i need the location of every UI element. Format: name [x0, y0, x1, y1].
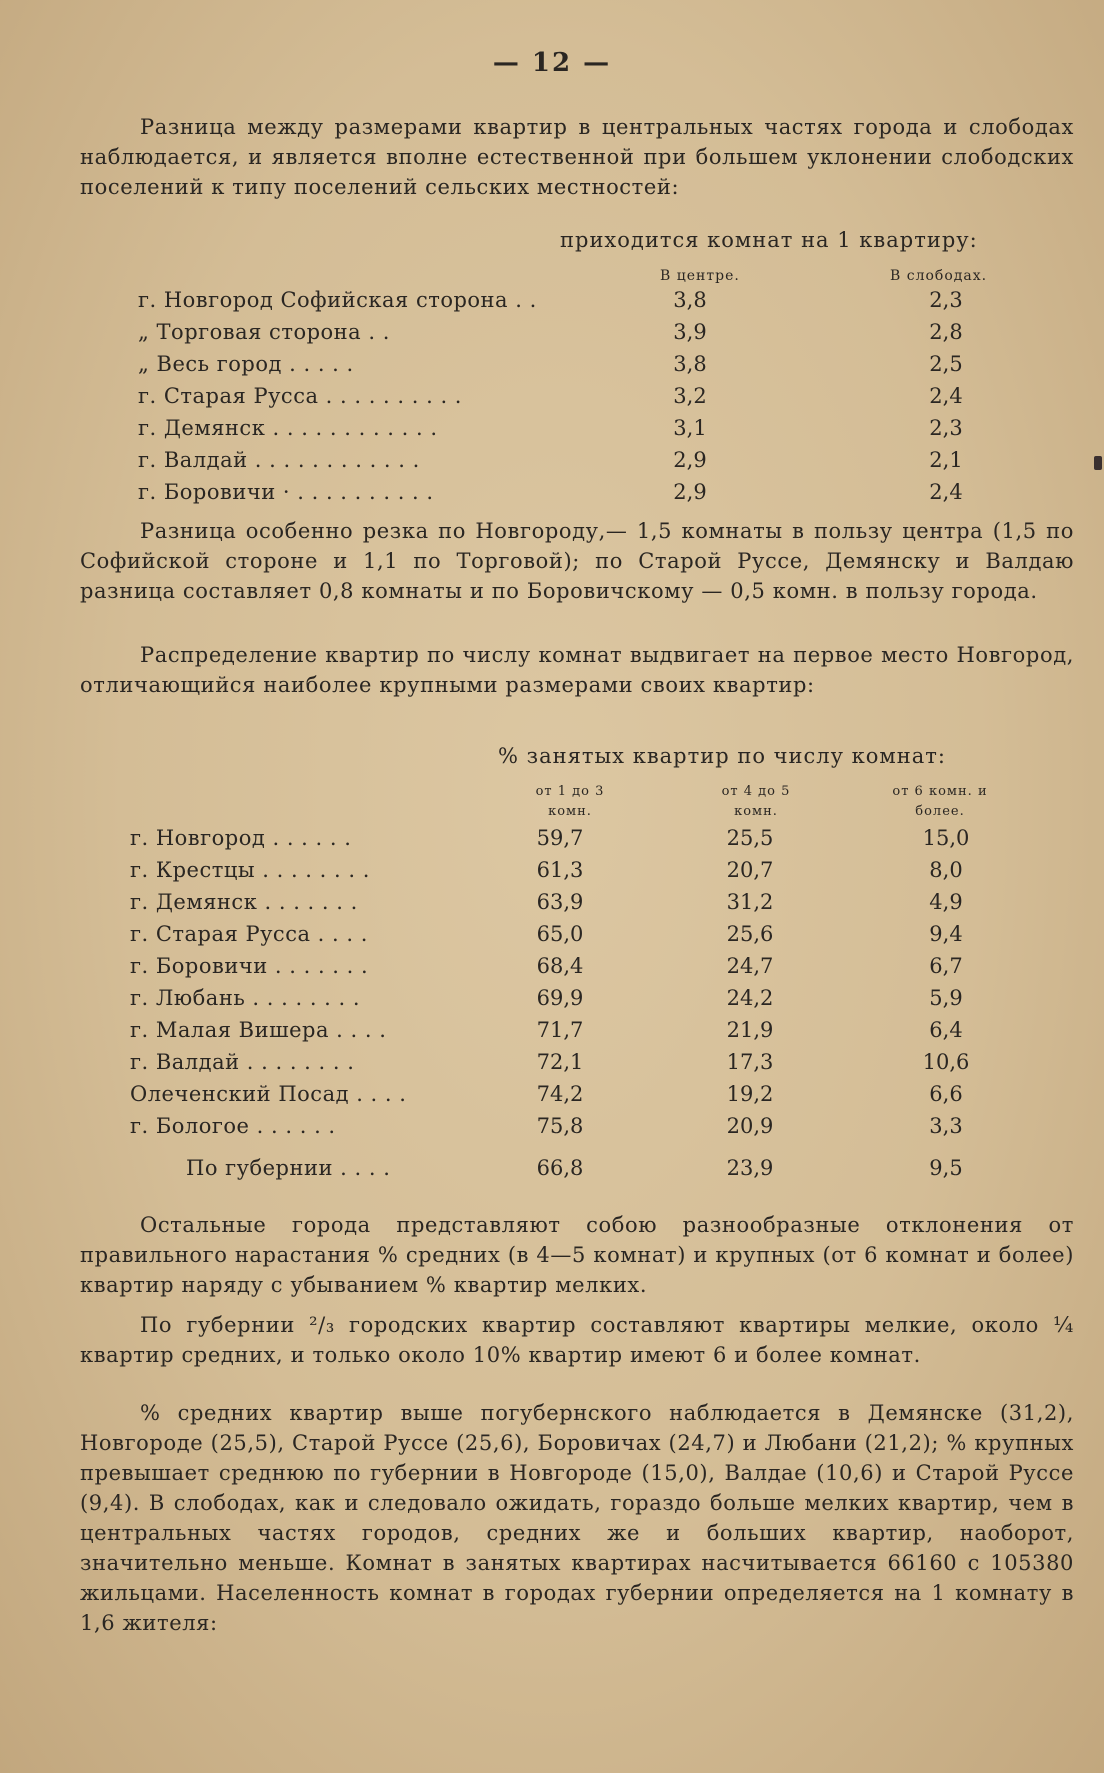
value-suburbs: 2,1 [929, 448, 963, 472]
row-label: г. Демянск . . . . . . . . . . . . [138, 416, 438, 440]
value-medium: 23,9 [726, 1156, 774, 1180]
row-label: г. Малая Вишера . . . . [130, 1018, 387, 1042]
value-small: 63,9 [536, 890, 584, 914]
table2-heading: % занятых квартир по числу комнат: [498, 744, 946, 768]
value-center: 3,8 [673, 288, 707, 312]
row-label: г. Крестцы . . . . . . . . [130, 858, 370, 882]
row-label: г. Демянск . . . . . . . [130, 890, 358, 914]
table1-row [0, 480, 1104, 510]
table2-total-row [0, 1156, 1104, 1186]
value-large: 9,5 [929, 1156, 963, 1180]
value-medium: 31,2 [726, 890, 774, 914]
value-large: 5,9 [929, 986, 963, 1010]
value-center: 2,9 [673, 448, 707, 472]
row-label: г. Валдай . . . . . . . . . . . . [138, 448, 420, 472]
value-large: 6,4 [929, 1018, 963, 1042]
row-label: „ Весь город . . . . . [138, 352, 354, 376]
ink-blot [1094, 456, 1102, 470]
table1-row [0, 352, 1104, 382]
row-label: г. Старая Русса . . . . [130, 922, 368, 946]
table2-row [0, 1082, 1104, 1112]
table1-heading: приходится комнат на 1 квартиру: [560, 228, 978, 252]
table2-col1: от 1 до 3 комн. [535, 784, 605, 819]
value-center: 3,8 [673, 352, 707, 376]
value-small: 71,7 [536, 1018, 584, 1042]
value-medium: 25,5 [726, 826, 774, 850]
value-medium: 20,9 [726, 1114, 774, 1138]
value-suburbs: 2,3 [929, 288, 963, 312]
table1-row [0, 416, 1104, 446]
value-small: 61,3 [536, 858, 584, 882]
value-small: 69,9 [536, 986, 584, 1010]
paragraph-intro: Разница между размерами квартир в центральных частях города и слободах наблюдается, и является вполне естественной при большем уклонении слободских поселений к типу поселений сельских местностей: [80, 115, 1074, 199]
value-small: 72,1 [536, 1050, 584, 1074]
table2-row [0, 986, 1104, 1016]
value-large: 10,6 [922, 1050, 970, 1074]
table1-col-center: В центре. [660, 268, 740, 284]
value-suburbs: 2,4 [929, 384, 963, 408]
value-small: 68,4 [536, 954, 584, 978]
row-label: г. Старая Русса . . . . . . . . . . [138, 384, 462, 408]
value-large: 9,4 [929, 922, 963, 946]
value-medium: 20,7 [726, 858, 774, 882]
value-medium: 24,2 [726, 986, 774, 1010]
value-small: 74,2 [536, 1082, 584, 1106]
table2-row [0, 922, 1104, 952]
row-label: г. Бологое . . . . . . [130, 1114, 336, 1138]
table2-row [0, 858, 1104, 888]
value-small: 65,0 [536, 922, 584, 946]
table1-col-suburbs: В слободах. [890, 268, 988, 284]
table2-col2: от 4 до 5 комн. [721, 784, 791, 819]
value-large: 15,0 [922, 826, 970, 850]
value-center: 3,9 [673, 320, 707, 344]
value-large: 4,9 [929, 890, 963, 914]
table2-row [0, 826, 1104, 856]
value-medium: 19,2 [726, 1082, 774, 1106]
table1-row [0, 448, 1104, 478]
value-large: 3,3 [929, 1114, 963, 1138]
paragraph-other-cities: Остальные города представляют собою разнообразные отклонения от правильного нарастания % средних (в 4—5 комнат) и крупных (от 6 комнат и более) квартир наряду с убыванием % квартир мелких. [80, 1213, 1074, 1297]
value-center: 3,2 [673, 384, 707, 408]
value-large: 6,7 [929, 954, 963, 978]
paragraph-province: По губернии ²/₃ городских квартир составляют квартиры мелкие, около ¼ квартир средних, и только около 10% квартир имеют 6 и более комнат. [80, 1313, 1074, 1367]
row-label: г. Валдай . . . . . . . . [130, 1050, 355, 1074]
value-suburbs: 2,8 [929, 320, 963, 344]
table1-row [0, 384, 1104, 414]
value-suburbs: 2,3 [929, 416, 963, 440]
value-medium: 24,7 [726, 954, 774, 978]
table2-row [0, 954, 1104, 984]
table2-row [0, 1050, 1104, 1080]
value-small: 59,7 [536, 826, 584, 850]
row-label: г. Боровичи · . . . . . . . . . . [138, 480, 434, 504]
value-small: 75,8 [536, 1114, 584, 1138]
value-medium: 25,6 [726, 922, 774, 946]
table2-col3: от 6 комн. и более. [892, 784, 988, 819]
table2-row [0, 890, 1104, 920]
value-medium: 17,3 [726, 1050, 774, 1074]
value-medium: 21,9 [726, 1018, 774, 1042]
row-label: г. Новгород Софийская сторона . . [138, 288, 537, 312]
row-label: г. Боровичи . . . . . . . [130, 954, 369, 978]
value-center: 3,1 [673, 416, 707, 440]
value-large: 8,0 [929, 858, 963, 882]
value-suburbs: 2,5 [929, 352, 963, 376]
paragraph-difference: Разница особенно резка по Новгороду,— 1,5 комнаты в пользу центра (1,5 по Софийской стороне и 1,1 по Торговой); по Старой Руссе, Демянску и Валдаю разница составляет 0,8 комнаты и по Боровичскому — 0,5 комн. в пользу города. [80, 519, 1074, 603]
table1-row [0, 288, 1104, 318]
table2-row [0, 1018, 1104, 1048]
value-suburbs: 2,4 [929, 480, 963, 504]
row-label: „ Торговая сторона . . [138, 320, 390, 344]
table2-row [0, 1114, 1104, 1144]
value-center: 2,9 [673, 480, 707, 504]
row-label: г. Новгород . . . . . . [130, 826, 352, 850]
table1-row [0, 320, 1104, 350]
row-label: Олеченский Посад . . . . [130, 1082, 407, 1106]
row-label: г. Любань . . . . . . . . [130, 986, 361, 1010]
value-small: 66,8 [536, 1156, 584, 1180]
page-number: — 12 — [492, 48, 612, 78]
paragraph-distribution: Распределение квартир по числу комнат выдвигает на первое место Новгород, отличающийся наиболее крупными размерами своих квартир: [80, 643, 1074, 697]
row-label: По губернии . . . . [186, 1156, 391, 1180]
value-large: 6,6 [929, 1082, 963, 1106]
paragraph-medium-large: % средних квартир выше погубернского наблюдается в Демянске (31,2), Новгороде (25,5), Старой Руссе (25,6), Боровичах (24,7) и Любани (21,2); % крупных превышает среднюю по губернии в Новгороде (15,0), Валдае (10,6) и Старой Руссе (9,4). В слободах, как и следовало ожидать, гораздо больше мелких квартир, чем в центральных частях городов, средних же и больших квартир, наоборот, значительно меньше. Комнат в занятых квартирах насчитывается 66160 с 105380 жильцами. Населенность комнат в городах губернии определяется на 1 комнату в 1,6 жителя: [80, 1401, 1074, 1635]
